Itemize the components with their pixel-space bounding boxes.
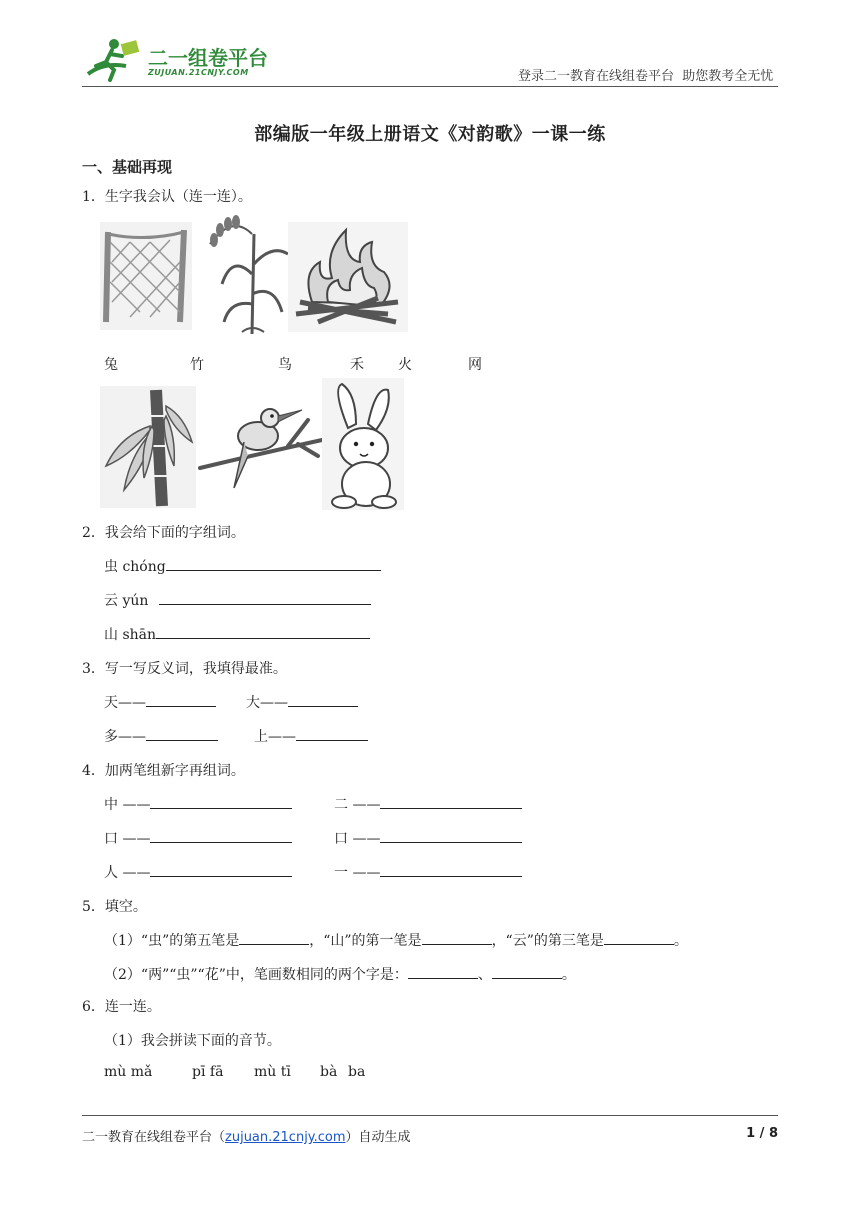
antonym-row xyxy=(254,726,368,746)
page-title: 部编版一年级上册语文《对韵歌》一课一练 xyxy=(254,124,606,145)
fill-text: 。 xyxy=(561,967,576,983)
footer-suffix: ）自动生成 xyxy=(345,1130,411,1145)
new-char-label: 中 —— xyxy=(104,797,151,813)
footer-text xyxy=(82,1126,411,1145)
new-char-row xyxy=(334,828,522,848)
new-char-label: 二 —— xyxy=(334,797,381,813)
rabbit-picture[interactable] xyxy=(322,378,404,510)
answer-blank[interactable] xyxy=(492,964,562,979)
word-row-label: 山 shān xyxy=(104,627,157,643)
bird-picture[interactable] xyxy=(198,396,326,496)
answer-blank[interactable] xyxy=(239,930,309,945)
antonym-label: 多—— xyxy=(104,729,146,745)
question-3-prompt: 3．写一写反义词，我填得最准。 xyxy=(82,661,287,677)
word-row xyxy=(104,624,370,644)
new-char-row xyxy=(334,862,522,882)
fill-text: （2）“两”“虫”“花”中，笔画数相同的两个字是： xyxy=(104,967,408,983)
new-char-label: 口 —— xyxy=(104,831,151,847)
rice-plant-picture[interactable] xyxy=(202,214,294,336)
header-tagline: 登录二一教育在线组卷平台 助您教考全无忧 xyxy=(518,69,774,84)
answer-blank[interactable] xyxy=(146,726,218,741)
question-2-prompt: 2．我会给下面的字组词。 xyxy=(82,525,245,541)
fill-text: ，“山”的第一笔是 xyxy=(309,933,422,949)
word-row-label: 虫 chóng xyxy=(104,559,166,575)
antonym-label: 大—— xyxy=(246,695,288,711)
antonym-row xyxy=(104,726,218,746)
new-char-row xyxy=(104,862,292,882)
answer-blank[interactable] xyxy=(288,692,358,707)
section-heading: 一、基础再现 xyxy=(82,158,173,176)
new-char-row xyxy=(104,794,292,814)
fill-text: 。 xyxy=(673,933,688,949)
bamboo-picture[interactable] xyxy=(100,386,196,508)
fill-text: ，“云”的第三笔是 xyxy=(491,933,604,949)
header-divider xyxy=(82,86,778,87)
new-char-label: 口 —— xyxy=(334,831,381,847)
runner-logo-icon xyxy=(84,36,146,82)
page-number: 1 / 8 xyxy=(746,1126,778,1141)
new-char-label: 一 —— xyxy=(334,865,381,881)
answer-blank[interactable] xyxy=(150,794,292,809)
word-row xyxy=(104,590,371,610)
antonym-label: 上—— xyxy=(254,729,296,745)
net-picture[interactable] xyxy=(100,222,192,330)
char-label[interactable]: 网 xyxy=(468,357,482,373)
answer-blank[interactable] xyxy=(296,726,368,741)
fill-text: 、 xyxy=(477,967,492,983)
logo-text: 二一组卷平台 xyxy=(148,46,268,70)
answer-blank[interactable] xyxy=(166,556,381,571)
char-label[interactable]: 火 xyxy=(398,357,412,373)
fill-line-1 xyxy=(104,930,688,950)
question-6-sub-1: （1）我会拼读下面的音节。 xyxy=(104,1033,281,1049)
new-char-row xyxy=(334,794,522,814)
footer-prefix: 二一教育在线组卷平台（ xyxy=(82,1130,226,1145)
char-label[interactable]: 兔 xyxy=(104,357,118,373)
answer-blank[interactable] xyxy=(150,828,292,843)
new-char-row xyxy=(104,828,292,848)
answer-blank[interactable] xyxy=(422,930,492,945)
question-5-prompt: 5．填空。 xyxy=(82,899,147,915)
footer-link[interactable]: zujuan.21cnjy.com xyxy=(225,1130,346,1145)
antonym-label: 天—— xyxy=(104,695,146,711)
syllable[interactable]: bà xyxy=(320,1064,338,1080)
question-4-prompt: 4．加两笔组新字再组词。 xyxy=(82,763,245,779)
fill-line-2 xyxy=(104,964,576,984)
answer-blank[interactable] xyxy=(380,862,522,877)
antonym-row xyxy=(104,692,216,712)
logo-subtext: ZUJUAN.21CNJY.COM xyxy=(148,68,249,77)
word-row xyxy=(104,556,381,576)
answer-blank[interactable] xyxy=(408,964,478,979)
word-row-label: 云 yún xyxy=(104,593,149,609)
antonym-row xyxy=(246,692,358,712)
char-label[interactable]: 禾 xyxy=(350,357,364,373)
char-label[interactable]: 竹 xyxy=(190,357,204,373)
answer-blank[interactable] xyxy=(156,624,370,639)
fill-text: （1）“虫”的第五笔是 xyxy=(104,933,240,949)
new-char-label: 人 —— xyxy=(104,865,151,881)
fire-picture[interactable] xyxy=(288,222,408,332)
syllable[interactable]: ba xyxy=(348,1064,366,1080)
answer-blank[interactable] xyxy=(159,590,371,605)
answer-blank[interactable] xyxy=(380,794,522,809)
question-1-prompt: 1．生字我会认（连一连）。 xyxy=(82,189,252,205)
syllable[interactable]: mù mǎ xyxy=(104,1064,153,1080)
syllable[interactable]: mù tī xyxy=(254,1064,291,1080)
char-label[interactable]: 鸟 xyxy=(278,357,292,373)
syllable[interactable]: pī fā xyxy=(192,1064,224,1080)
question-6-prompt: 6．连一连。 xyxy=(82,999,161,1015)
answer-blank[interactable] xyxy=(604,930,674,945)
answer-blank[interactable] xyxy=(150,862,292,877)
logo xyxy=(84,36,274,82)
answer-blank[interactable] xyxy=(146,692,216,707)
footer-divider xyxy=(82,1115,778,1116)
answer-blank[interactable] xyxy=(380,828,522,843)
